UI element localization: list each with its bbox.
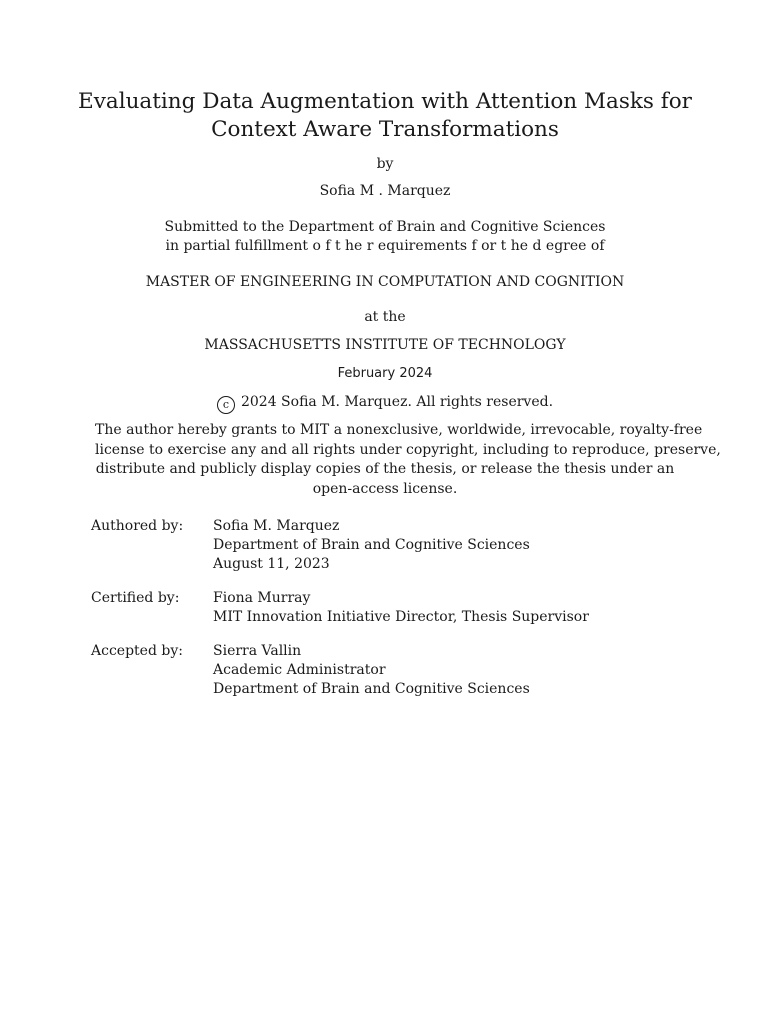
submission-line-2: in partial fulfillment o f t he r equirements f or t he d egree of [165,238,605,254]
signature-role: Authored by: [91,518,184,534]
thesis-title-line-1: Evaluating Data Augmentation with Attention Masks for [78,89,692,114]
signature-department: Department of Brain and Cognitive Sciences [213,681,530,697]
by-label: by [376,156,394,172]
signature-department: Department of Brain and Cognitive Sciences [213,537,530,553]
thesis-title-line-2: Context Aware Transformations [211,117,559,142]
submission-date: February 2024 [337,366,433,381]
institution-name: MASSACHUSETTS INSTITUTE OF TECHNOLOGY [204,337,566,353]
signature-name: Sofia M. Marquez [213,518,340,534]
signature-role: Accepted by: [91,643,183,659]
signature-name: Sierra Vallin [213,643,302,659]
signature-details [213,517,530,574]
license-statement [95,421,721,499]
copyright-text: 2024 Sofia M. Marquez. All rights reserved. [240,394,554,410]
license-line-2: license to exercise any and all rights under copyright, including to reproduce, preserve, [95,441,721,458]
copyright-icon: c [217,396,235,414]
signature-position: Academic Administrator [213,662,386,678]
signature-name: Fiona Murray [213,590,311,606]
signature-details [213,589,589,627]
submission-line-1: Submitted to the Department of Brain and Cognitive Sciences [164,219,606,235]
thesis-title [60,88,710,144]
license-line-4: open-access license. [312,480,458,497]
at-the-label: at the [364,309,406,325]
copyright-notice [40,393,730,414]
signature-position: MIT Innovation Initiative Director, Thesis Supervisor [213,609,589,625]
license-line-1: The author hereby grants to MIT a nonexclusive, worldwide, irrevocable, royalty-free [95,422,703,438]
author-name: Sofia M . Marquez [319,183,451,199]
signature-details [213,642,530,699]
signature-date: August 11, 2023 [213,556,330,572]
license-line-3: distribute and publicly display copies of the thesis, or release the thesis under an [95,461,675,477]
signature-role: Certified by: [91,590,180,606]
degree-name: MASTER OF ENGINEERING IN COMPUTATION AND COGNITION [145,274,625,290]
